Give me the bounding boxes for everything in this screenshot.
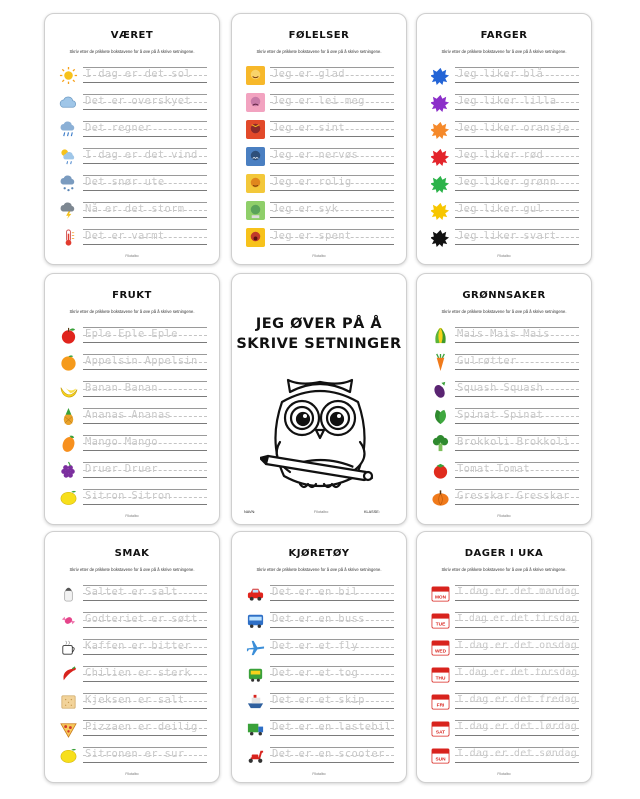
trace-sentence: I dag er det mandag — [457, 586, 578, 597]
eggplant-icon — [431, 380, 450, 399]
trace-row — [246, 689, 394, 716]
calendar-thu-icon — [431, 665, 450, 684]
trace-row — [59, 485, 207, 512]
trace-sentence: Det er overskyet — [85, 95, 191, 107]
cover-title-line2: SKRIVE SETNINGER — [236, 336, 402, 352]
carrot-icon — [431, 353, 450, 372]
trace-sentence: I dag er det sol — [85, 68, 191, 80]
grapes-icon — [59, 461, 78, 480]
trace-sentence: Jeg er nervøs — [272, 149, 359, 161]
trace-sentence: Jeg liker blå — [457, 68, 544, 80]
trace-row — [246, 198, 394, 225]
worksheet-instruction: Skriv etter de prikkete bokstavene for å øve på å skrive setningene. — [69, 49, 195, 54]
trace-sentence: Det er et skip — [272, 694, 365, 706]
ship-icon — [246, 692, 265, 711]
calendar-wed-icon — [431, 638, 450, 657]
svg-text:MON: MON — [434, 595, 447, 601]
trace-sentence: Druer Druer — [85, 463, 158, 475]
cover-title — [232, 314, 406, 354]
trace-row — [246, 63, 394, 90]
paint-splash-yellow-icon — [431, 201, 450, 220]
worksheet-colors — [416, 13, 592, 265]
broccoli-icon — [431, 434, 450, 453]
trace-row — [246, 635, 394, 662]
trace-sentence: Det snør ute — [85, 176, 165, 188]
worksheet-title: DAGER I UKA — [464, 548, 544, 559]
paint-splash-black-icon — [431, 228, 450, 247]
worksheet-weekdays — [416, 531, 592, 783]
trace-sentence: Det er en bil — [272, 586, 359, 598]
calendar-sat-icon — [431, 719, 450, 738]
banana-icon — [59, 380, 78, 399]
trace-sentence: Sitronen er sur — [85, 748, 185, 760]
worksheet-title: FØLELSER — [288, 30, 350, 41]
worksheet-footer: Filotalbo — [497, 772, 511, 776]
trace-rows — [246, 63, 394, 252]
name-label: NAVN: — [244, 510, 256, 514]
svg-text:SAT: SAT — [435, 730, 446, 736]
trace-sentence: I dag er det vind — [85, 149, 198, 161]
paint-splash-red-icon — [431, 147, 450, 166]
trace-sentence: Appelsin Appelsin — [85, 355, 198, 367]
trace-row — [59, 743, 207, 770]
trace-row — [246, 117, 394, 144]
worksheet-title: FRUKT — [112, 290, 152, 301]
trace-sentence: Det regner — [85, 122, 152, 134]
trace-sentence: Banan Banan — [85, 382, 158, 394]
trace-row — [59, 117, 207, 144]
trace-row — [431, 198, 579, 225]
owl-pencil-icon — [260, 372, 380, 502]
trace-sentence: Kjeksen er salt — [85, 694, 185, 706]
trace-sentence: Ananas Ananas — [85, 409, 172, 421]
trace-sentence: Nå er det storm — [85, 203, 185, 215]
trace-sentence: Saltet er salt — [85, 586, 178, 598]
trace-row — [431, 117, 579, 144]
trace-sentence: Eple Eple Eple — [85, 328, 178, 340]
trace-row — [431, 90, 579, 117]
trace-row — [431, 743, 579, 770]
trace-sentence: Mais Mais Mais — [457, 328, 550, 340]
trace-row — [246, 662, 394, 689]
trace-row — [59, 608, 207, 635]
trace-sentence: Jeg liker gul — [457, 203, 544, 215]
paint-splash-purple-icon — [431, 93, 450, 112]
trace-rows — [246, 581, 394, 770]
worksheet-weather — [44, 13, 220, 265]
coffee-cup-icon — [59, 638, 78, 657]
trace-sentence: Jeg er rolig — [272, 176, 352, 188]
trace-sentence: Det er et fly — [272, 640, 359, 652]
trace-sentence: Det er en buss — [272, 613, 365, 625]
trace-row — [431, 63, 579, 90]
worksheet-vehicles — [231, 531, 407, 783]
trace-sentence: Brokkoli Brokkoli — [457, 436, 570, 448]
trace-row — [59, 350, 207, 377]
trace-row — [59, 458, 207, 485]
trace-sentence: Jeg liker oransje — [457, 122, 570, 134]
trace-row — [246, 581, 394, 608]
excited-face-icon — [246, 228, 265, 247]
chili-icon — [59, 665, 78, 684]
worksheet-feelings — [231, 13, 407, 265]
storm-cloud-icon — [59, 201, 78, 220]
worksheet-footer: Filotalbo — [312, 772, 326, 776]
trace-sentence: Det er en scooter — [272, 748, 385, 760]
svg-text:FRI: FRI — [436, 703, 445, 709]
trace-sentence: Det er en lastebil — [272, 721, 392, 733]
trace-sentence: Pizzaen er deilig — [85, 721, 198, 733]
cover-fields — [242, 510, 396, 518]
trace-sentence: I dag er det onsdag — [457, 640, 578, 651]
trace-sentence: I dag er det fredag — [457, 694, 578, 705]
pineapple-icon — [59, 407, 78, 426]
trace-row — [246, 90, 394, 117]
worksheet-instruction: Skriv etter de prikkete bokstavene for å øve på å skrive setningene. — [69, 309, 195, 314]
worksheet-footer: Filotalbo — [125, 772, 139, 776]
trace-sentence: Gulrøtter — [457, 355, 517, 367]
trace-row — [431, 689, 579, 716]
trace-sentence: I dag er det torsdag — [457, 667, 578, 678]
trace-row — [59, 198, 207, 225]
worksheet-vegetables — [416, 273, 592, 525]
worksheet-footer: Filotalbo — [125, 514, 139, 518]
trace-sentence: Det er et tog — [272, 667, 359, 679]
trace-sentence: Spinat Spinat — [457, 409, 544, 421]
svg-text:TUE: TUE — [435, 622, 446, 628]
trace-sentence: I dag er det søndag — [457, 748, 578, 759]
mango-icon — [59, 434, 78, 453]
worksheet-footer: Filotalbo — [312, 254, 326, 258]
trace-row — [431, 662, 579, 689]
trace-row — [59, 144, 207, 171]
trace-row — [431, 431, 579, 458]
cover-title-line1: JEG ØVER PÅ Å — [255, 316, 383, 332]
trace-sentence: Jeg er sint — [272, 122, 345, 134]
sun-rain-icon — [59, 147, 78, 166]
worksheet-title: GRØNNSAKER — [462, 290, 546, 301]
trace-row — [431, 581, 579, 608]
trace-row — [59, 323, 207, 350]
trace-row — [59, 431, 207, 458]
bus-icon — [246, 611, 265, 630]
trace-row — [431, 144, 579, 171]
spinach-icon — [431, 407, 450, 426]
trace-row — [246, 743, 394, 770]
trace-row — [431, 404, 579, 431]
trace-sentence: Godteriet er søtt — [85, 613, 198, 625]
trace-row — [59, 63, 207, 90]
trace-rows — [59, 581, 207, 770]
sun-icon — [59, 66, 78, 85]
trace-row — [246, 171, 394, 198]
paint-splash-blue-icon — [431, 66, 450, 85]
trace-row — [431, 323, 579, 350]
class-label: KLASSE: — [364, 510, 380, 514]
trace-row — [59, 689, 207, 716]
trace-row — [431, 377, 579, 404]
trace-sentence: I dag er det lørdag — [457, 721, 578, 732]
trace-row — [246, 608, 394, 635]
trace-sentence: I dag er det tirsdag — [457, 613, 578, 624]
trace-sentence: Jeg er syk — [272, 203, 339, 215]
worksheet-footer: Filotalbo — [497, 514, 511, 518]
nervous-face-icon — [246, 147, 265, 166]
paint-splash-green-icon — [431, 174, 450, 193]
trace-row — [59, 377, 207, 404]
trace-sentence: Jeg liker grønn — [457, 176, 557, 188]
trace-rows — [431, 63, 579, 252]
trace-row — [246, 225, 394, 252]
worksheet-instruction: Skriv etter de prikkete bokstavene for å øve på å skrive setningene. — [441, 309, 567, 314]
worksheet-title: SMAK — [114, 548, 150, 559]
worksheet-title: KJØRETØY — [288, 548, 350, 559]
lemon-icon — [59, 488, 78, 507]
cover-brand: Filotalbo — [314, 510, 329, 514]
svg-text:WED: WED — [434, 649, 447, 655]
airplane-icon — [246, 638, 265, 657]
trace-sentence: Gresskar Gresskar — [457, 490, 570, 502]
apple-icon — [59, 326, 78, 345]
worksheet-instruction: Skriv etter de prikkete bokstavene for å øve på å skrive setningene. — [69, 567, 195, 572]
calendar-sun-icon — [431, 746, 450, 765]
trace-row — [59, 716, 207, 743]
trace-sentence: Tomat Tomat — [457, 463, 530, 475]
trace-row — [59, 171, 207, 198]
worksheet-title: FARGER — [480, 30, 528, 41]
cracker-icon — [59, 692, 78, 711]
trace-sentence: Kaffen er bitter — [85, 640, 191, 652]
lei-meg-face-icon — [246, 93, 265, 112]
worksheet-instruction: Skriv etter de prikkete bokstavene for å øve på å skrive setningene. — [256, 49, 382, 54]
trace-row — [59, 404, 207, 431]
worksheet-taste — [44, 531, 220, 783]
worksheet-instruction: Skriv etter de prikkete bokstavene for å øve på å skrive setningene. — [441, 567, 567, 572]
calm-face-icon — [246, 174, 265, 193]
calendar-fri-icon — [431, 692, 450, 711]
tomato-icon — [431, 461, 450, 480]
truck-icon — [246, 719, 265, 738]
trace-sentence: Jeg liker lilla — [457, 95, 557, 107]
paint-splash-orange-icon — [431, 120, 450, 139]
cloud-icon — [59, 93, 78, 112]
snow-cloud-icon — [59, 174, 78, 193]
trace-row — [59, 225, 207, 252]
trace-sentence: Jeg er spent — [272, 230, 352, 242]
trace-row — [431, 350, 579, 377]
trace-row — [431, 608, 579, 635]
trace-sentence: Det er varmt — [85, 230, 165, 242]
salt-shaker-icon — [59, 584, 78, 603]
trace-row — [431, 458, 579, 485]
trace-rows — [59, 323, 207, 512]
candy-icon — [59, 611, 78, 630]
worksheet-fruit — [44, 273, 220, 525]
calendar-mon-icon — [431, 584, 450, 603]
thermometer-icon — [59, 228, 78, 247]
trace-row — [431, 171, 579, 198]
trace-row — [59, 581, 207, 608]
rain-cloud-icon — [59, 120, 78, 139]
trace-sentence: Jeg er lei meg — [272, 95, 365, 107]
trace-row — [246, 144, 394, 171]
worksheet-footer: Filotalbo — [497, 254, 511, 258]
trace-row — [246, 716, 394, 743]
trace-sentence: Squash Squash — [457, 382, 544, 394]
trace-row — [431, 716, 579, 743]
cover-page — [231, 273, 407, 525]
lemon-icon — [59, 746, 78, 765]
calendar-tue-icon — [431, 611, 450, 630]
trace-sentence: Jeg liker svart — [457, 230, 557, 242]
trace-sentence: Jeg er glad — [272, 68, 345, 80]
svg-text:SUN: SUN — [435, 757, 446, 763]
trace-row — [431, 225, 579, 252]
worksheet-title: VÆRET — [110, 30, 154, 41]
trace-row — [59, 662, 207, 689]
trace-row — [431, 635, 579, 662]
trace-rows — [431, 323, 579, 512]
scooter-icon — [246, 746, 265, 765]
sick-face-icon — [246, 201, 265, 220]
angry-face-icon — [246, 120, 265, 139]
trace-rows — [431, 581, 579, 770]
car-icon — [246, 584, 265, 603]
orange-icon — [59, 353, 78, 372]
corn-icon — [431, 326, 450, 345]
trace-sentence: Sitron Sitron — [85, 490, 172, 502]
happy-face-icon — [246, 66, 265, 85]
train-icon — [246, 665, 265, 684]
trace-row — [59, 90, 207, 117]
trace-row — [59, 635, 207, 662]
worksheet-instruction: Skriv etter de prikkete bokstavene for å øve på å skrive setningene. — [441, 49, 567, 54]
trace-sentence: Mango Mango — [85, 436, 158, 448]
pumpkin-icon — [431, 488, 450, 507]
trace-sentence: Jeg liker rød — [457, 149, 544, 161]
trace-row — [431, 485, 579, 512]
worksheet-footer: Filotalbo — [125, 254, 139, 258]
trace-rows — [59, 63, 207, 252]
pizza-icon — [59, 719, 78, 738]
svg-text:THU: THU — [435, 676, 446, 682]
worksheet-instruction: Skriv etter de prikkete bokstavene for å øve på å skrive setningene. — [256, 567, 382, 572]
trace-sentence: Chilien er sterk — [85, 667, 191, 679]
